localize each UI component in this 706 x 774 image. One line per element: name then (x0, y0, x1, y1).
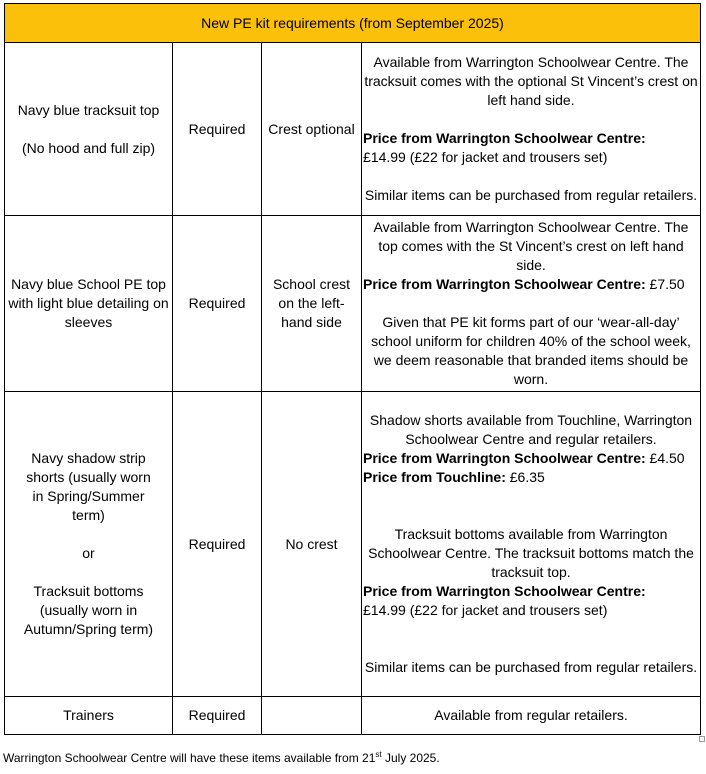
price-value: £14.99 (£22 for jacket and trousers set) (363, 149, 608, 165)
table-resize-handle[interactable] (699, 736, 705, 742)
table-title: New PE kit requirements (from September 2025) (5, 4, 701, 43)
touchline-price-line (363, 468, 699, 487)
availability-cell (362, 43, 701, 216)
requirement-cell: Required (173, 216, 262, 392)
table-row (5, 216, 701, 392)
shorts-availability-text: Shadow shorts available from Touchline, Warrington Schoolwear Centre and regular retailers. (369, 412, 693, 447)
note-text: Given that PE kit forms part of our ‘wear-all-day’ school uniform for children 40% of the school week, we deem reasonable that branded items should be worn. (371, 314, 691, 387)
table-row (5, 43, 701, 216)
similar-items-text: Similar items can be purchased from regular retailers. (364, 187, 698, 203)
price-line (363, 129, 699, 167)
footnote-text: Warrington Schoolwear Centre will have these items available from 21 (3, 751, 376, 765)
item-detail: (No hood and full zip) (21, 139, 156, 156)
price-value: £14.99 (£22 for jacket and trousers set) (363, 602, 608, 618)
item-or: or (82, 545, 95, 561)
price-label: Price from Touchline: (363, 469, 506, 485)
price-label: Price from Warrington Schoolwear Centre: (363, 276, 646, 292)
crest-cell: Crest optional (262, 43, 362, 216)
crest-cell (262, 697, 362, 735)
table-header-row (5, 4, 701, 43)
requirement-cell: Required (173, 43, 262, 216)
item-cell (5, 392, 173, 697)
item-cell: Navy blue School PE top with light blue detailing on sleeves (5, 216, 173, 392)
price-value: £6.35 (509, 469, 545, 485)
requirement-cell: Required (173, 392, 262, 697)
item-name: Navy blue tracksuit top (17, 101, 160, 118)
price-value: £7.50 (649, 276, 685, 292)
footnote-superscript: st (375, 750, 382, 759)
availability-cell: Available from regular retailers. (362, 697, 701, 735)
similar-items-text: Similar items can be purchased from regular retailers. (364, 659, 698, 675)
crest-text: School crest on the left-hand side (272, 276, 351, 330)
footnote-date: July 2025. (381, 751, 440, 765)
crest-cell: No crest (262, 392, 362, 697)
availability-text: Available from Warrington Schoolwear Centre. The top comes with the St Vincent’s crest on left hand side. (373, 219, 689, 273)
price-value: £4.50 (649, 450, 685, 466)
bottoms-availability-text: Tracksuit bottoms available from Warrington Schoolwear Centre. The tracksuit bottoms match the tracksuit top. (368, 526, 694, 580)
table-row (5, 392, 701, 697)
price-line (363, 449, 699, 468)
item-name-alt: Tracksuit bottoms (usually worn in Autumn/Spring term) (23, 583, 154, 637)
table-row (5, 697, 701, 735)
price-line (363, 582, 699, 620)
availability-text: Available from Warrington Schoolwear Centre. The tracksuit comes with the optional St Vincent’s crest on left hand side. (364, 54, 698, 108)
availability-cell (362, 216, 701, 392)
item-name: Navy shadow strip shorts (usually worn in Spring/Summer term) (26, 450, 151, 523)
price-line (363, 275, 699, 294)
crest-cell (262, 216, 362, 392)
item-cell (5, 43, 173, 216)
price-label: Price from Warrington Schoolwear Centre: (363, 130, 646, 146)
pe-kit-table (4, 3, 701, 735)
requirement-cell: Required (173, 697, 262, 735)
price-label: Price from Warrington Schoolwear Centre: (363, 583, 646, 599)
footnote (3, 751, 440, 765)
availability-cell (362, 392, 701, 697)
item-cell: Trainers (5, 697, 173, 735)
price-label: Price from Warrington Schoolwear Centre: (363, 450, 646, 466)
